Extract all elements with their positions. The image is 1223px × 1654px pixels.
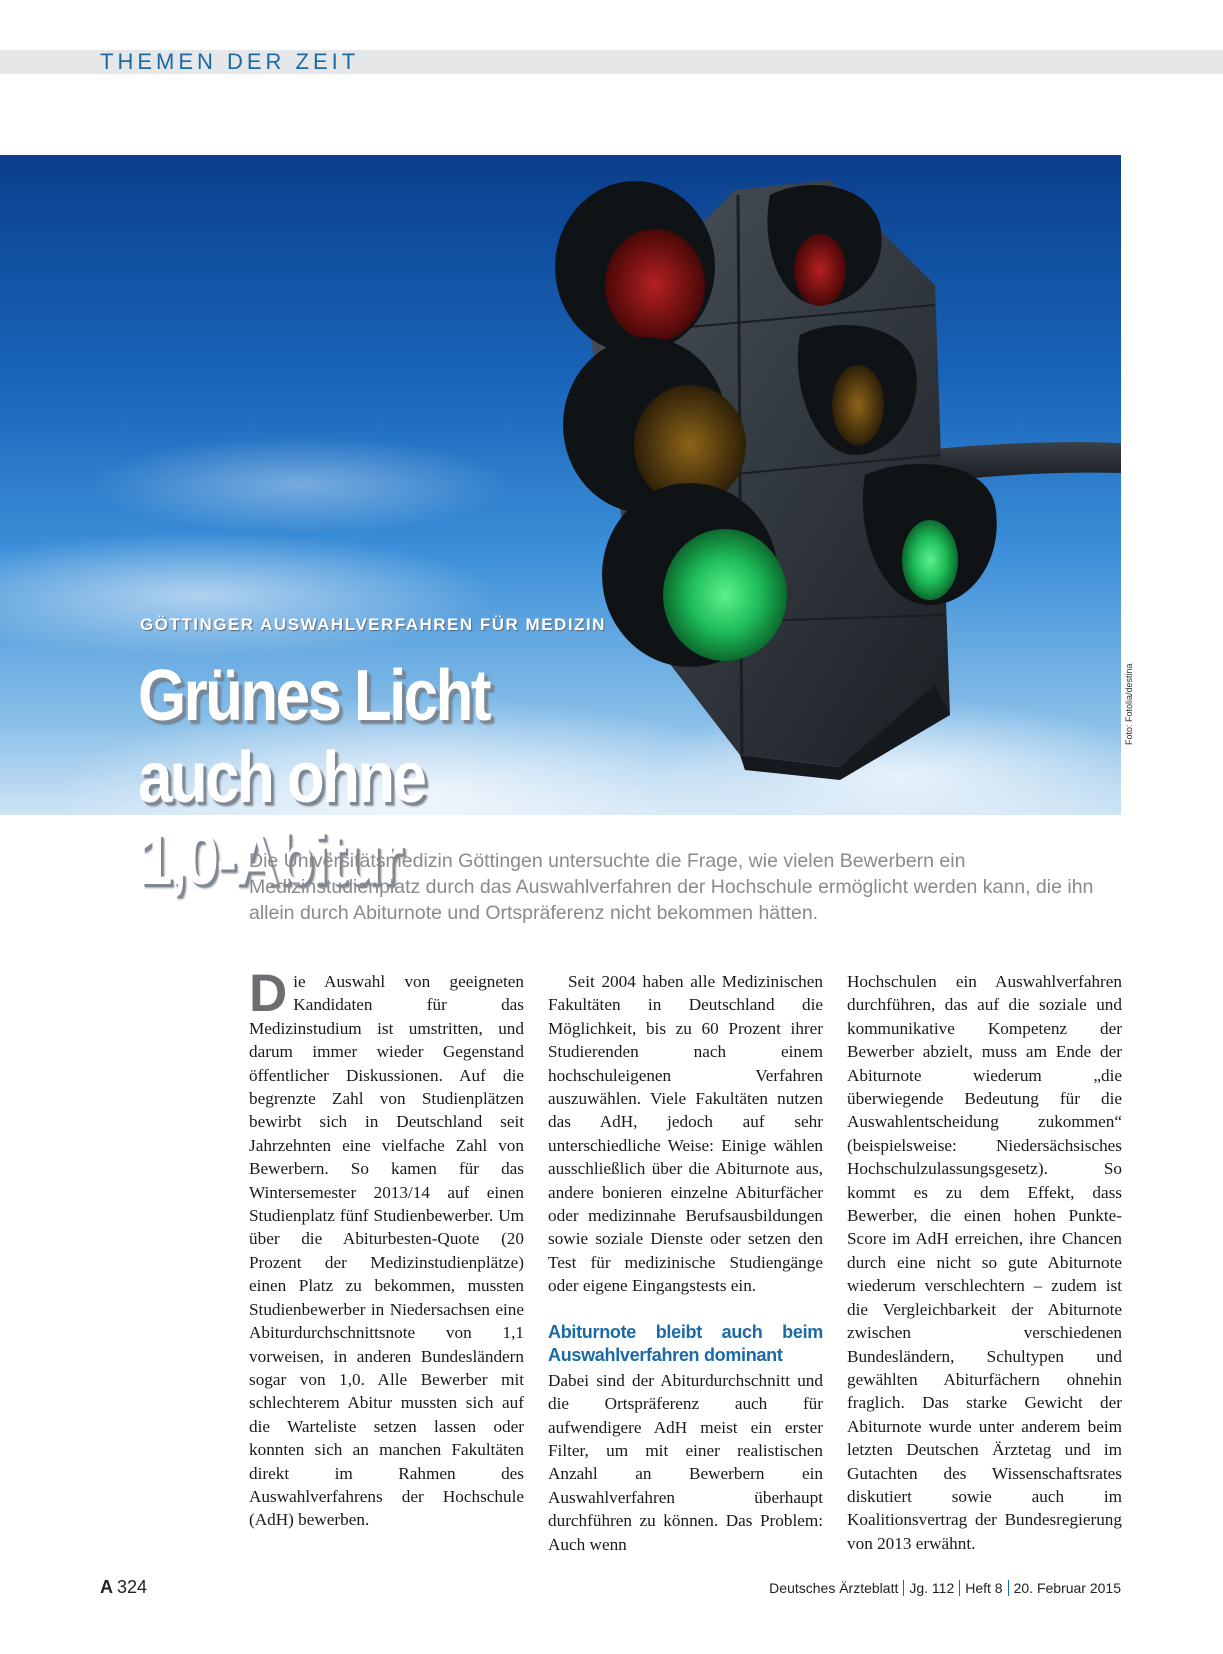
body-column-2: [548, 970, 823, 1556]
headline-line: auch ohne: [138, 738, 425, 818]
body-paragraph: [249, 964, 524, 1532]
body-paragraph: Hochschulen ein Auswahlverfahren durchführen, das auf die soziale und kommunikative Kompetenz der Bewerber abzielt, muss am Ende der Abiturnote wiederum „die überwiegende Bedeutung für die Auswahlentscheidung zukommen“ (beispielsweise: Niedersächsisches Hochschulzulassungsgesetz). So kommt es zu dem Effekt, dass Bewerber, die einen hohen Punkte-Score im AdH erreichen, ihre Chancen durch eine nicht so gute Abiturnote wiederum verschlechtern – zudem ist die Vergleichbarkeit der Abiturnote zwischen verschiedenen Bundesländern, Schultypen und gewählten Abiturfächern ohnehin fraglich. Das starke Gewicht der Abiturnote wurde unter anderem beim letzten Deutschen Ärztetag und im Gutachten des Wissenschaftsrates diskutiert sowie auch im Koalitionsvertrag der Bundesregierung von 2013 erwähnt.: [847, 972, 1122, 1553]
headline-line: Grünes Licht: [138, 656, 489, 736]
drop-cap: D: [249, 964, 288, 1023]
body-paragraph: Seit 2004 haben alle Medizinischen Fakultäten in Deutschland die Möglichkeit, bis zu 60 Prozent ihrer Studierenden nach einem hochschuleigenen Verfahren auszuwählen. Viele Fakultäten nutzen das AdH, jedoch auf sehr unterschiedliche Weise: Einige wählen ausschließlich über die Abiturnote aus, andere bonieren einzelne Abiturfächer oder medizinnahe Berufsausbildungen sowie soziale Dienste oder setzen den Test für medizinische Studiengänge oder eigene Eingangstests ein.: [548, 972, 823, 1296]
journal-volume: Jg. 112: [909, 1580, 955, 1596]
journal-date: 20. Februar 2015: [1013, 1580, 1121, 1596]
page-prefix: A: [100, 1577, 113, 1597]
journal-name: Deutsches Ärzteblatt: [769, 1580, 899, 1596]
body-column-1: [249, 964, 524, 1532]
article-kicker: GÖTTINGER AUSWAHLVERFAHREN FÜR MEDIZIN: [140, 615, 606, 634]
page-number: [100, 1577, 147, 1598]
footer-divider: [959, 1580, 960, 1596]
page-number-value: 324: [117, 1577, 148, 1597]
headline-line: 1,0-Abitur: [138, 820, 402, 900]
body-paragraph: Dabei sind der Abiturdurchschnitt und die Ortspräferenz auch für aufwendigere AdH meist ein erster Filter, um mit einer realistischen Anzahl an Bewerbern ein Auswahlverfahren überhaupt durchführen zu können. Das Problem: Auch wenn: [548, 1370, 823, 1554]
journal-footer: [769, 1580, 1121, 1596]
section-label: THEMEN DER ZEIT: [100, 49, 360, 74]
photo-credit: Foto: Fotolia/destina: [1124, 663, 1134, 745]
journal-issue: Heft 8: [965, 1580, 1003, 1596]
footer-divider: [1008, 1580, 1009, 1596]
footer-divider: [903, 1580, 904, 1596]
paragraph-text: ie Auswahl von geeigneten Kandidaten für das Medizinstudium ist umstritten, und darum immer wieder Gegenstand öffentlicher Diskussionen. Auf die begrenzte Zahl von Studienplätzen bewirbt sich in Deutschland seit Jahrzehnten eine vielfache Zahl von Bewerbern. So kamen für das Wintersemester 2013/14 auf einen Studienplatz fünf Studienbewerber. Um über die Abiturbesten-Quote (20 Prozent der Medizinstudienplätze) einen Platz zu bekommen, mussten Studienbewerber in Niedersachsen eine Abiturdurchschnittsnote von 1,1 vorweisen, in anderen Bundesländern sogar von 1,0. Alle Bewerber mit schlechterem Abitur mussten sich auf die Warteliste setzen lassen oder konnten sich an manchen Fakultäten direkt im Rahmen des Auswahlverfahrens der Hochschule (AdH) bewerben.: [249, 972, 524, 1530]
article-lead: Die Universitätsmedizin Göttingen untersuchte die Frage, wie vielen Bewerbern ein Medizinstudienplatz durch das Auswahlverfahren der Hochschule ermöglicht werden kann, die ihn allein durch Abiturnote und Ortspräferenz nicht bekommen hätten.: [249, 850, 1094, 924]
body-column-3: [847, 970, 1122, 1555]
article-subheading: Abiturnote bleibt auch beim Auswahlverfahren dominant: [548, 1321, 823, 1365]
